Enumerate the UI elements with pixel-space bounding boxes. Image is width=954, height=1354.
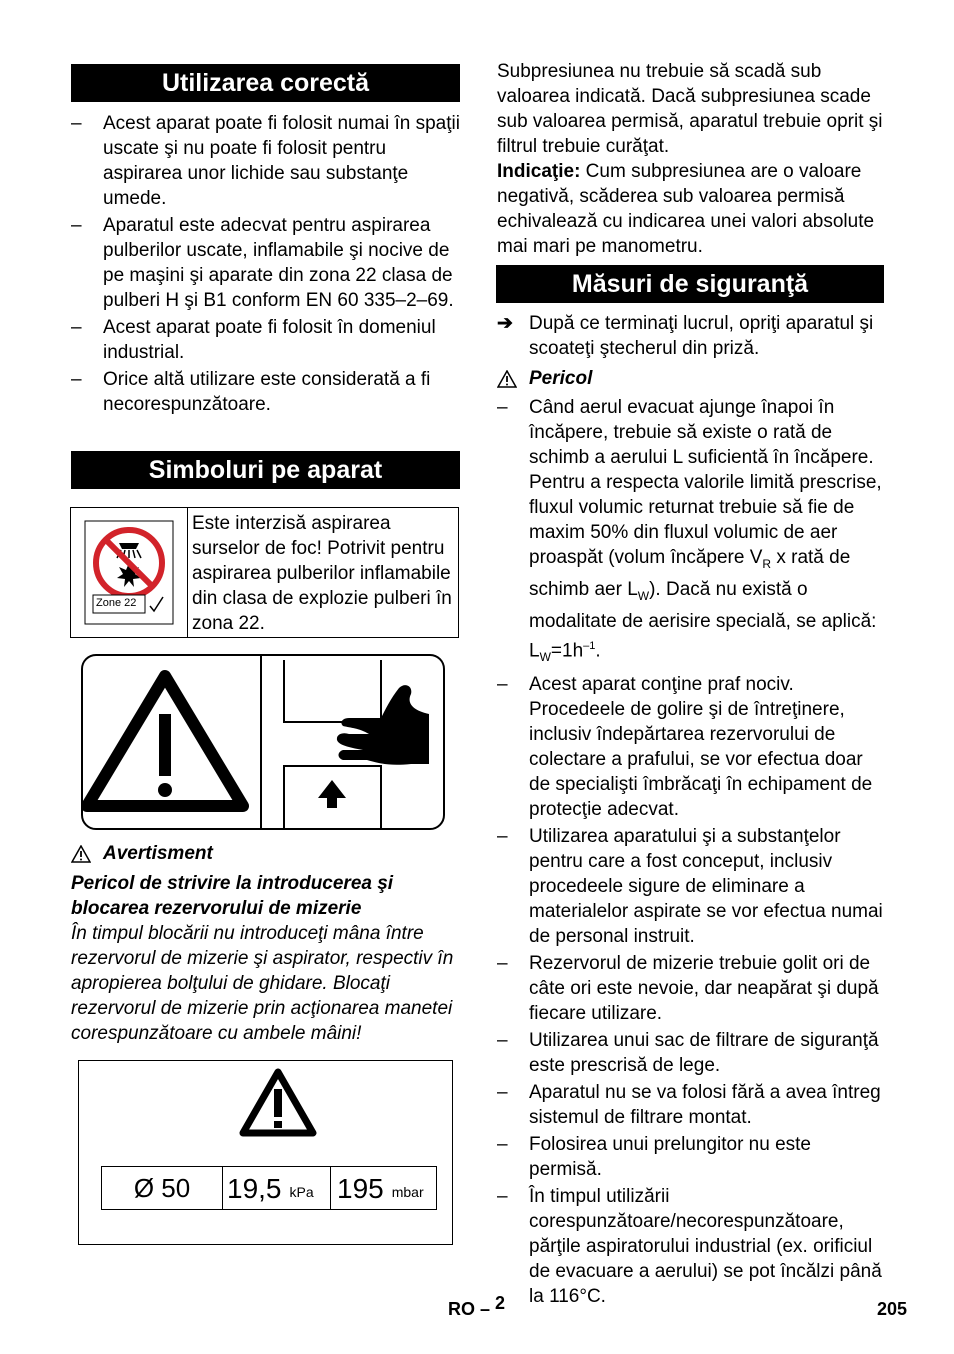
warning-label: Avertisment	[103, 843, 213, 864]
list-item: – Aparatul este adecvat pentru aspirarea pulberilor uscate, inflamabile şi nocive de pe maşini şi aparate din zona 22 clasa de pulberi H şi B1 conform EN 60 335–2–69.	[71, 213, 460, 313]
correct-use-list	[71, 111, 460, 419]
list-item: – În timpul utilizării corespunzătoare/necorespunzătoare, părţile aspiratorului industrial (ex. orificiul de evacuare a aerului) se pot încălzi până la 116°C.	[497, 1184, 884, 1309]
spec-pressure-mbar: 195 mbar	[337, 1172, 424, 1204]
section-title-symbols: Simboluri pe aparat	[71, 451, 460, 489]
list-item: – Folosirea unui prelungitor nu este permisă.	[497, 1132, 884, 1182]
danger-label: Pericol	[529, 368, 593, 389]
symbol-table	[70, 507, 459, 638]
note-text: Cum subpresiunea are o valoare negativă, scăderea sub valoarea permisă echivalează cu indicarea unei valori absolute mai mari pe manometru.	[497, 161, 875, 257]
zone-label: Zone 22	[96, 597, 137, 609]
footer-local-page: 2	[495, 1293, 506, 1313]
warning-triangle-icon	[238, 1067, 318, 1137]
list-item: – Acest aparat conţine praf nociv. Procedeele de golire şi de întreţinere, inclusiv îndepărtarea rezervorului de colectare a prafului, se vor efectua doar de specialişti îmbrăcaţi în echipament de protecţie adecvat.	[497, 672, 884, 822]
list-item: – Aparatul nu se va folosi fără a avea întreg sistemul de filtrare montat.	[497, 1080, 884, 1130]
list-item: – Rezervorul de mizerie trebuie golit ori de câte ori este nevoie, dar neapărat şi după fiecare utilizare.	[497, 951, 884, 1026]
list-item: – Orice altă utilizare este considerată a fi necorespunzătoare.	[71, 367, 460, 417]
danger-heading	[497, 366, 592, 391]
list-item: – Când aerul evacuat ajunge înapoi în încăpere, trebuie să existe o rată de schimb a aerului L suficientă în încăpere. Pentru a respecta valorile limită prescrise, fluxul volumic returnat trebuie să fie de maxim 50% din fluxul volumic de aer proaspăt (volum încăpere $V_R$ x rată de schimb aer $L_W$). Dacă nu există o modalitate de aerisire specială, se aplică: $L_W=1h^{-1}$.	[497, 395, 884, 670]
arrow-right-icon: ➔	[497, 313, 513, 334]
symbol-description: Este interzisă aspirarea surselor de foc! Potrivit pentru aspirarea pulberilor inflamabile din clasa de explozie pulberi în zona 22.	[192, 513, 452, 634]
no-ignition-sign	[71, 508, 188, 637]
footer-locale	[448, 1293, 506, 1322]
spec-table	[101, 1166, 437, 1210]
warning-triangle-icon	[497, 370, 517, 388]
warning-text: În timpul blocării nu introduceţi mâna între rezervorul de mizerie şi aspirator, respectiv în apropierea bolţului de ghidare. Blocaţi rezervorul de mizerie prin acţionarea manetei corespunzătoare cu ambele mâini!	[71, 923, 454, 1044]
list-item: – Acest aparat poate fi folosit numai în spaţii uscate şi nu poate fi folosit pentru aspirarea unor lichide sau substanţe umede.	[71, 111, 460, 211]
warning-triangle-icon	[71, 845, 91, 863]
warning-title: Pericol de strivire la introducerea şi blocarea rezervorului de mizerie	[71, 873, 394, 919]
footer-lang: RO	[448, 1299, 475, 1319]
warning-heading	[71, 841, 213, 866]
note-paragraph	[497, 159, 884, 259]
footer-dash: –	[480, 1299, 491, 1319]
safety-list	[497, 395, 884, 1311]
section-title-correct-use: Utilizarea corectă	[71, 64, 460, 102]
spec-diameter: Ø 50	[102, 1167, 223, 1209]
spec-pressure-kpa: 19,5 kPa	[223, 1167, 331, 1209]
arrow-item	[497, 311, 884, 361]
note-label: Indicaţie:	[497, 161, 581, 182]
vacuum-label	[78, 1060, 453, 1245]
intro-paragraph: Subpresiunea nu trebuie să scadă sub valoarea indicată. Dacă subpresiunea scade sub valoarea permisă, aparatul trebuie oprit şi filtrul trebuie curăţat.	[497, 61, 883, 157]
crush-warning-pictogram	[81, 654, 445, 830]
section-title-safety: Măsuri de siguranţă	[496, 265, 884, 303]
list-item: – Utilizarea aparatului şi a substanţelor pentru care a fost conceput, inclusiv procedeele sigure de eliminare a materialelor aspirate se vor efectua numai de personal instruit.	[497, 824, 884, 949]
list-item: – Utilizarea unui sac de filtrare de siguranţă este prescrisă de lege.	[497, 1028, 884, 1078]
list-item: – Acest aparat poate fi folosit în domeniul industrial.	[71, 315, 460, 365]
arrow-item-text: După ce terminaţi lucrul, opriţi aparatul şi scoateţi ştecherul din priză.	[529, 313, 874, 359]
page-number: 205	[877, 1299, 908, 1319]
